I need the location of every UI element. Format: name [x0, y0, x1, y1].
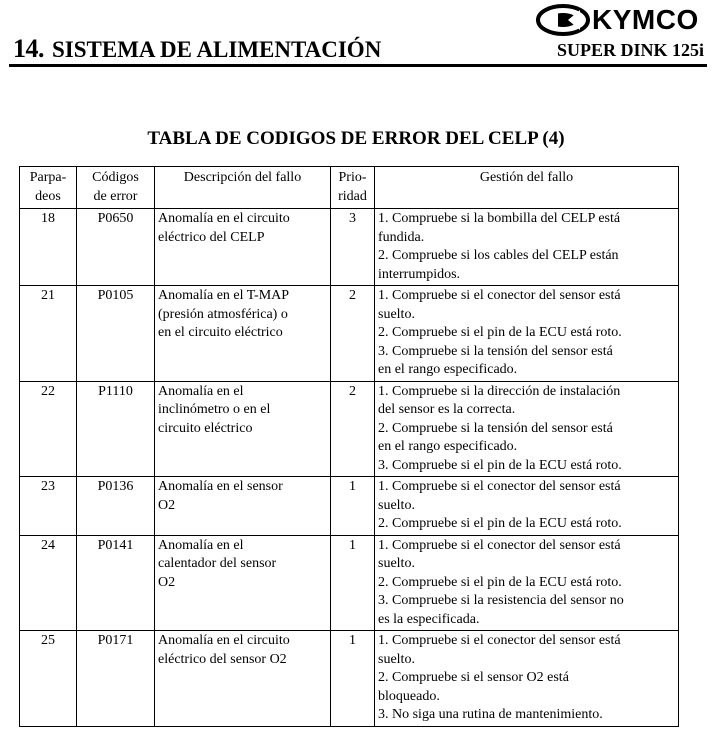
cell-blinks: 21 — [20, 286, 77, 382]
cell-error-code: P0171 — [77, 631, 155, 727]
cell-line: en el rango especificado. — [378, 439, 518, 454]
cell-line: suelto. — [378, 306, 415, 322]
brand-name: KYMCO — [592, 4, 699, 35]
cell-management — [375, 286, 679, 382]
cell-description — [155, 477, 331, 536]
cell-error-code: P0136 — [77, 477, 155, 536]
cell-line: 2. Compruebe si el pin de la ECU está roto. — [378, 516, 622, 531]
cell-line: bloqueado. — [378, 688, 440, 704]
cell-line: suelto. — [378, 651, 415, 667]
column-header-blinks: Parpa- deos — [20, 167, 77, 209]
cell-line: 3. Compruebe si el pin de la ECU está roto. — [378, 457, 622, 473]
table-header-row — [20, 167, 679, 209]
cell-management — [375, 631, 679, 727]
cell-line: 1. Compruebe si el conector del sensor está — [378, 537, 621, 553]
cell-line: eléctrico del sensor O2 — [158, 651, 287, 667]
error-code-table — [19, 166, 679, 727]
cell-error-code: P0105 — [77, 286, 155, 382]
cell-blinks: 18 — [20, 209, 77, 286]
table-row — [20, 209, 679, 286]
cell-line: en el rango especificado. — [378, 362, 518, 377]
cell-description — [155, 286, 331, 382]
cell-line: calentador del sensor — [158, 556, 277, 571]
cell-line: Anomalía en el T-MAP — [158, 288, 290, 303]
cell-line: 3. No siga una rutina de mantenimiento. — [378, 707, 603, 722]
cell-management — [375, 381, 679, 477]
cell-priority: 3 — [331, 209, 375, 286]
cell-line: Anomalía en el — [158, 537, 244, 553]
cell-blinks: 22 — [20, 381, 77, 477]
cell-line: 2. Compruebe si la tensión del sensor está — [378, 420, 613, 436]
column-header-description: Descripción del fallo — [155, 167, 331, 209]
cell-priority: 1 — [331, 477, 375, 536]
cell-line: Anomalía en el circuito — [158, 633, 290, 648]
cell-blinks: 24 — [20, 535, 77, 631]
table-row — [20, 631, 679, 727]
table-row — [20, 381, 679, 477]
cell-line: 1. Compruebe si el conector del sensor está — [378, 288, 621, 303]
cell-line: 2. Compruebe si el pin de la ECU está roto. — [378, 574, 622, 590]
cell-line: 2. Compruebe si el pin de la ECU está roto. — [378, 325, 622, 340]
cell-line: suelto. — [378, 497, 415, 513]
page-header — [0, 0, 712, 70]
table-row — [20, 286, 679, 382]
cell-line: del sensor es la correcta. — [378, 402, 516, 417]
cell-line: en el circuito eléctrico — [158, 325, 283, 340]
cell-priority: 2 — [331, 286, 375, 382]
cell-description — [155, 209, 331, 286]
chapter-title: SISTEMA DE ALIMENTACIÓN — [52, 37, 382, 62]
cell-line: O2 — [158, 497, 176, 513]
cell-line: (presión atmosférica) o — [158, 306, 288, 322]
cell-error-code: P0141 — [77, 535, 155, 631]
cell-line: 3. Compruebe si la tensión del sensor está — [378, 343, 613, 359]
cell-line: O2 — [158, 574, 176, 590]
cell-line: 3. Compruebe si la resistencia del sensor no — [378, 593, 624, 608]
cell-line: es la especificada. — [378, 611, 480, 627]
cell-blinks: 25 — [20, 631, 77, 727]
cell-line: fundida. — [378, 229, 425, 245]
table-row — [20, 535, 679, 631]
cell-priority: 2 — [331, 381, 375, 477]
kymco-emblem-icon — [536, 4, 590, 36]
header-rule — [9, 64, 707, 67]
cell-line: circuito eléctrico — [158, 420, 253, 436]
cell-priority: 1 — [331, 631, 375, 727]
cell-error-code: P1110 — [77, 381, 155, 477]
model-name: SUPER DINK 125i — [556, 40, 704, 60]
chapter-number: 14. — [13, 34, 44, 63]
cell-line: inclinómetro o en el — [158, 402, 271, 417]
cell-line: 1. Compruebe si el conector del sensor está — [378, 633, 621, 648]
column-header-codes: Códigos de error — [77, 167, 155, 209]
cell-line: eléctrico del CELP — [158, 229, 265, 245]
cell-line: interrumpidos. — [378, 266, 461, 282]
cell-error-code: P0650 — [77, 209, 155, 286]
table-title: TABLA DE CODIGOS DE ERROR DEL CELP (4) — [147, 128, 565, 149]
cell-management — [375, 477, 679, 536]
cell-description — [155, 381, 331, 477]
cell-line: Anomalía en el sensor — [158, 479, 283, 494]
cell-management — [375, 209, 679, 286]
cell-priority: 1 — [331, 535, 375, 631]
cell-line: Anomalía en el circuito — [158, 211, 290, 226]
table-body — [20, 209, 679, 727]
cell-description — [155, 535, 331, 631]
chapter-heading — [13, 34, 381, 64]
cell-line: Anomalía en el — [158, 383, 244, 399]
cell-line: 1. Compruebe si la bombilla del CELP está — [378, 211, 621, 226]
cell-description — [155, 631, 331, 727]
cell-line: suelto. — [378, 556, 415, 571]
column-header-management: Gestión del fallo — [375, 167, 679, 209]
cell-management — [375, 535, 679, 631]
column-header-priority: Prio- ridad — [331, 167, 375, 209]
table-row — [20, 477, 679, 536]
cell-line: 2. Compruebe si el sensor O2 está — [378, 670, 569, 685]
cell-line: 1. Compruebe si el conector del sensor está — [378, 479, 621, 494]
cell-line: 2. Compruebe si los cables del CELP están — [378, 248, 619, 263]
cell-line: 1. Compruebe si la dirección de instalación — [378, 383, 621, 399]
cell-blinks: 23 — [20, 477, 77, 536]
brand-logo — [536, 4, 706, 36]
